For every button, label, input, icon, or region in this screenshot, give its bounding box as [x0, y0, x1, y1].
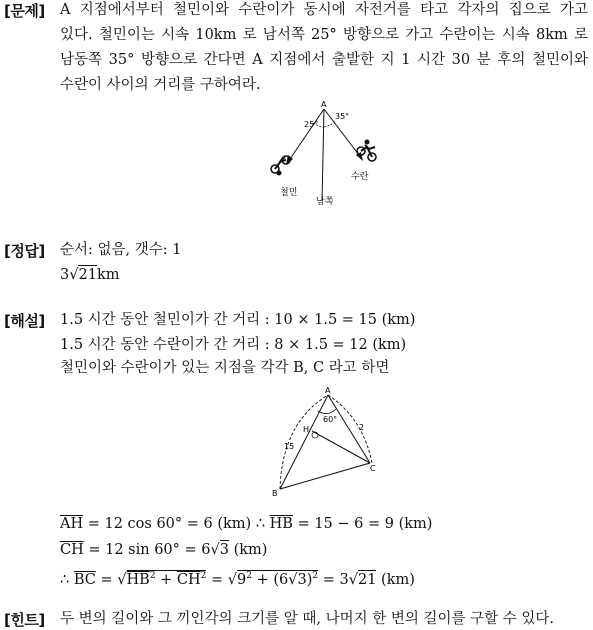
problem-line-3: 남동쪽 35° 방향으로 간다면 A 지점에서 출발한 지 1 시간 30 분 후의 철민이와 — [60, 52, 588, 68]
fig-h: H — [303, 425, 310, 434]
fig-b: B — [272, 489, 278, 498]
answer-line-1: 순서: 없음, 갯수: 1 — [60, 242, 182, 258]
answer-value: 3√21km — [60, 267, 120, 283]
equation-1: $\overline{AH} = 12$ cos 60° = 6 (km) ∴ $\overline{HB} = 15 - 6 = 9$ (km) — [60, 516, 433, 532]
fig-a: A — [325, 386, 331, 395]
solution-tag: [해설] — [4, 312, 45, 330]
equation-3: ∴ $\overline{BC} = √HB^2 + \overline{CH}^2 = √9^2 + (6√3)^2 = 3√21$ (km) — [60, 571, 415, 588]
problem-figure — [255, 97, 395, 207]
label-cheolmin: 철민 — [280, 188, 298, 198]
solution-line-1: 1.5 시간 동안 철민이가 간 거리 : 10 × 1.5 = 15 (km) — [60, 312, 416, 328]
problem-line-2: 있다. 철민이는 시속 10km 로 남서쪽 25° 방향으로 가고 수란이는 시속 8km 로 — [60, 27, 588, 43]
solution-line-2: 1.5 시간 동안 수란이가 간 거리 : 8 × 1.5 = 12 (km) — [60, 337, 407, 353]
south-line — [322, 109, 324, 201]
hint-text: 두 변의 길이와 그 끼인각의 크기를 알 때, 나머지 한 변의 길이를 구할 수 있다. — [60, 611, 554, 627]
answer-tag: [정답] — [4, 242, 45, 260]
solution-figure — [268, 383, 388, 498]
segment-ch — [312, 431, 370, 463]
point-a: A — [321, 100, 327, 109]
label-suran: 수란 — [351, 172, 369, 182]
angle-35: 35° — [335, 112, 350, 121]
path-left — [290, 109, 324, 159]
fig-side-ac: 2 — [359, 423, 365, 432]
side-bc — [280, 463, 370, 489]
problem-line-1: A 지점에서부터 철민이와 수란이가 동시에 자전거를 타고 각자의 집으로 가고 — [60, 2, 588, 18]
fig-c: C — [370, 464, 376, 473]
equation-2: $\overline{CH} = 12$ sin 60° = 6√3 (km) — [60, 542, 268, 558]
angle-25: 25° — [304, 120, 319, 129]
problem-line-4: 수란이 사이의 거리를 구하여라. — [60, 77, 261, 93]
fig-side-ab: 15 — [284, 442, 295, 451]
fig-angle: 60° — [323, 415, 338, 424]
problem-tag: [문제] — [4, 2, 45, 20]
label-south: 남쪽 — [316, 197, 334, 207]
hint-tag: [힌트] — [4, 611, 45, 629]
solution-line-3: 철민이와 수란이가 있는 지점을 각각 B, C 라고 하면 — [60, 360, 390, 376]
bicycle-left-icon — [271, 156, 290, 176]
